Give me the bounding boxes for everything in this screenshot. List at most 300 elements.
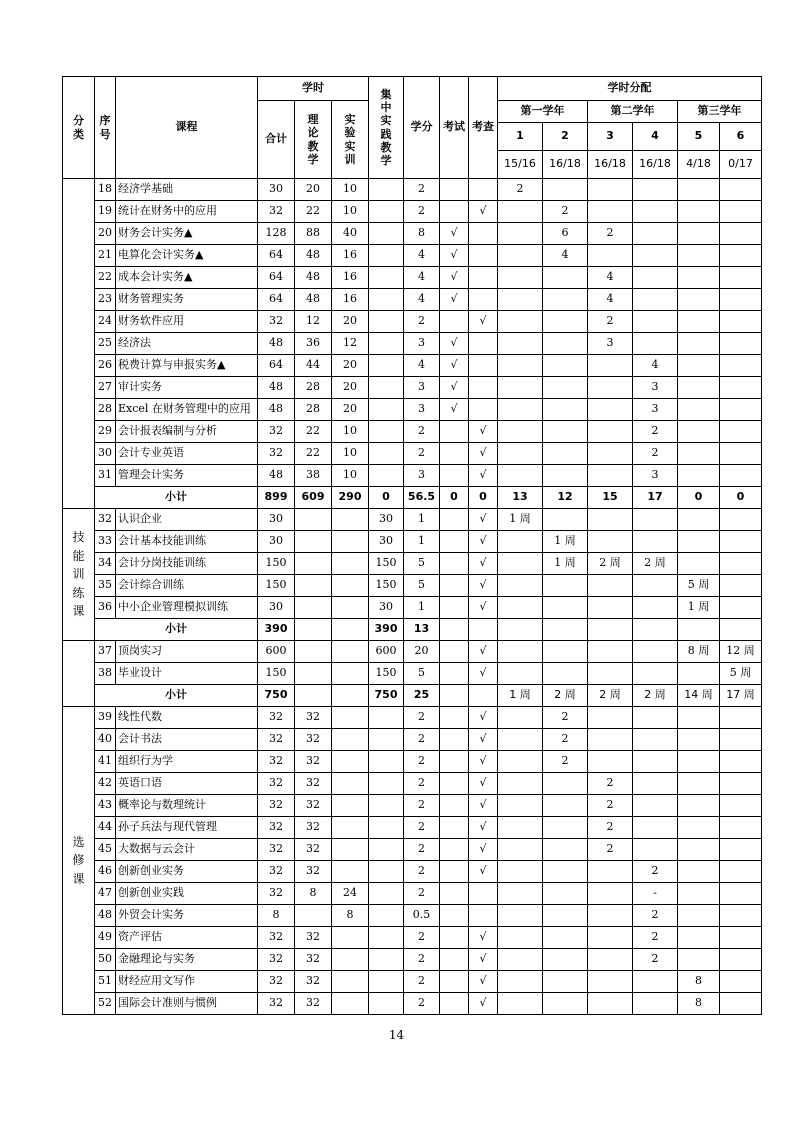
cell-term-5 xyxy=(678,311,720,333)
cell-credits: 4 xyxy=(404,289,440,311)
cell-term-3 xyxy=(588,465,633,487)
cell-lab xyxy=(332,861,369,883)
cell-lab: 16 xyxy=(332,267,369,289)
cell-term-6 xyxy=(720,707,762,729)
cell-exam xyxy=(440,509,469,531)
cell-term-3 xyxy=(588,861,633,883)
cell-term-4 xyxy=(633,509,678,531)
cell-term-5 xyxy=(678,883,720,905)
table-row xyxy=(63,707,762,729)
cell-lab xyxy=(332,839,369,861)
cell-term-4: 2 xyxy=(633,421,678,443)
course-name: 中小企业管理模拟训练 xyxy=(116,597,258,619)
cell-theory: 32 xyxy=(295,707,332,729)
header-hours: 学时 xyxy=(258,77,369,101)
cell-check xyxy=(469,355,498,377)
course-name: 财经应用文写作 xyxy=(116,971,258,993)
cell-total: 32 xyxy=(258,817,295,839)
course-name: 毕业设计 xyxy=(116,663,258,685)
cell-term-5 xyxy=(678,267,720,289)
row-number: 27 xyxy=(95,377,116,399)
cell-term-4 xyxy=(633,707,678,729)
course-name: 管理会计实务 xyxy=(116,465,258,487)
cell-theory: 32 xyxy=(295,773,332,795)
cell-total: 600 xyxy=(258,641,295,663)
row-number: 40 xyxy=(95,729,116,751)
cell-term-5: 5 周 xyxy=(678,575,720,597)
subtotal-term-6: 17 周 xyxy=(720,685,762,707)
cell-theory: 32 xyxy=(295,729,332,751)
cell-exam xyxy=(440,971,469,993)
course-name: 财务管理实务 xyxy=(116,289,258,311)
cell-term-1 xyxy=(498,993,543,1015)
cell-term-4 xyxy=(633,201,678,223)
cell-term-4: 2 xyxy=(633,905,678,927)
cell-theory: 88 xyxy=(295,223,332,245)
cell-total: 64 xyxy=(258,245,295,267)
row-number: 28 xyxy=(95,399,116,421)
category-cell: 技 能 训 练 课 xyxy=(63,509,95,641)
cell-term-6 xyxy=(720,817,762,839)
course-name: 概率论与数理统计 xyxy=(116,795,258,817)
cell-term-1 xyxy=(498,729,543,751)
table-row xyxy=(63,267,762,289)
cell-term-6 xyxy=(720,355,762,377)
subtotal-practice: 750 xyxy=(369,685,404,707)
cell-term-6: 5 周 xyxy=(720,663,762,685)
course-name: 经济学基础 xyxy=(116,179,258,201)
cell-theory xyxy=(295,509,332,531)
cell-total: 30 xyxy=(258,597,295,619)
cell-lab xyxy=(332,949,369,971)
cell-term-1 xyxy=(498,289,543,311)
cell-term-5 xyxy=(678,223,720,245)
cell-term-2: 2 xyxy=(543,751,588,773)
row-number: 33 xyxy=(95,531,116,553)
cell-lab xyxy=(332,993,369,1015)
cell-theory: 32 xyxy=(295,751,332,773)
cell-lab xyxy=(332,597,369,619)
table-row xyxy=(63,443,762,465)
cell-term-4: 3 xyxy=(633,465,678,487)
cell-term-6 xyxy=(720,597,762,619)
cell-term-2 xyxy=(543,773,588,795)
cell-term-5 xyxy=(678,531,720,553)
subtotal-term-2: 12 xyxy=(543,487,588,509)
cell-term-5 xyxy=(678,377,720,399)
cell-term-5 xyxy=(678,465,720,487)
cell-practice xyxy=(369,949,404,971)
cell-term-6 xyxy=(720,949,762,971)
cell-exam xyxy=(440,531,469,553)
cell-practice xyxy=(369,905,404,927)
cell-term-1 xyxy=(498,839,543,861)
cell-term-6 xyxy=(720,245,762,267)
cell-term-4 xyxy=(633,531,678,553)
cell-check xyxy=(469,399,498,421)
cell-credits: 0.5 xyxy=(404,905,440,927)
cell-term-4: 2 xyxy=(633,861,678,883)
subtotal-term-2: 2 周 xyxy=(543,685,588,707)
category-cell xyxy=(63,641,95,707)
cell-check: √ xyxy=(469,729,498,751)
cell-lab xyxy=(332,509,369,531)
table-header xyxy=(63,77,762,179)
cell-term-4: 3 xyxy=(633,399,678,421)
cell-term-1 xyxy=(498,971,543,993)
cell-term-1 xyxy=(498,883,543,905)
cell-exam: √ xyxy=(440,245,469,267)
row-number: 26 xyxy=(95,355,116,377)
cell-check: √ xyxy=(469,509,498,531)
cell-credits: 2 xyxy=(404,421,440,443)
course-name: 财务会计实务▲ xyxy=(116,223,258,245)
cell-total: 32 xyxy=(258,839,295,861)
cell-total: 30 xyxy=(258,531,295,553)
cell-practice xyxy=(369,201,404,223)
table-row xyxy=(63,465,762,487)
cell-credits: 2 xyxy=(404,729,440,751)
cell-term-6 xyxy=(720,509,762,531)
cell-check: √ xyxy=(469,839,498,861)
cell-total: 32 xyxy=(258,729,295,751)
cell-term-3: 4 xyxy=(588,289,633,311)
cell-term-6 xyxy=(720,311,762,333)
cell-total: 30 xyxy=(258,179,295,201)
cell-total: 48 xyxy=(258,377,295,399)
cell-term-3: 2 xyxy=(588,795,633,817)
cell-theory: 32 xyxy=(295,795,332,817)
cell-exam xyxy=(440,641,469,663)
header-weeks: 0/17 xyxy=(720,151,762,179)
row-number: 23 xyxy=(95,289,116,311)
cell-term-1 xyxy=(498,465,543,487)
table-row xyxy=(63,773,762,795)
course-name: 创新创业实务 xyxy=(116,861,258,883)
course-name: 电算化会计实务▲ xyxy=(116,245,258,267)
cell-term-4 xyxy=(633,597,678,619)
cell-practice: 150 xyxy=(369,553,404,575)
subtotal-label: 小计 xyxy=(95,685,258,707)
cell-exam xyxy=(440,465,469,487)
cell-practice: 30 xyxy=(369,597,404,619)
cell-term-3 xyxy=(588,971,633,993)
table-row xyxy=(63,861,762,883)
cell-total: 150 xyxy=(258,575,295,597)
header-year-3: 第三学年 xyxy=(678,101,762,123)
cell-term-5 xyxy=(678,817,720,839)
cell-term-1 xyxy=(498,531,543,553)
row-number: 39 xyxy=(95,707,116,729)
subtotal-total: 899 xyxy=(258,487,295,509)
cell-lab: 10 xyxy=(332,465,369,487)
cell-exam xyxy=(440,861,469,883)
header-check: 考查 xyxy=(469,77,498,179)
cell-total: 48 xyxy=(258,465,295,487)
cell-term-3 xyxy=(588,729,633,751)
cell-term-2 xyxy=(543,949,588,971)
cell-term-1 xyxy=(498,597,543,619)
table-row xyxy=(63,201,762,223)
cell-term-4 xyxy=(633,223,678,245)
cell-practice xyxy=(369,707,404,729)
cell-lab: 40 xyxy=(332,223,369,245)
cell-exam xyxy=(440,927,469,949)
cell-term-4 xyxy=(633,289,678,311)
cell-theory: 44 xyxy=(295,355,332,377)
cell-lab: 10 xyxy=(332,421,369,443)
cell-practice xyxy=(369,377,404,399)
cell-term-1 xyxy=(498,311,543,333)
cell-term-2: 6 xyxy=(543,223,588,245)
cell-theory: 32 xyxy=(295,993,332,1015)
subtotal-term-4: 2 周 xyxy=(633,685,678,707)
cell-term-2: 2 xyxy=(543,729,588,751)
cell-term-5 xyxy=(678,421,720,443)
cell-credits: 4 xyxy=(404,267,440,289)
cell-term-1 xyxy=(498,795,543,817)
cell-exam xyxy=(440,773,469,795)
cell-term-4 xyxy=(633,245,678,267)
table-row xyxy=(63,333,762,355)
subtotal-term-3: 15 xyxy=(588,487,633,509)
cell-total: 32 xyxy=(258,949,295,971)
cell-term-6 xyxy=(720,201,762,223)
subtotal-practice: 0 xyxy=(369,487,404,509)
row-number: 36 xyxy=(95,597,116,619)
subtotal-exam xyxy=(440,619,469,641)
header-term: 2 xyxy=(543,123,588,151)
row-number: 38 xyxy=(95,663,116,685)
table-row xyxy=(63,905,762,927)
cell-term-1 xyxy=(498,267,543,289)
cell-exam: √ xyxy=(440,377,469,399)
cell-term-5 xyxy=(678,289,720,311)
cell-term-3 xyxy=(588,399,633,421)
header-seq: 序 号 xyxy=(95,77,116,179)
cell-check: √ xyxy=(469,553,498,575)
course-name: 经济法 xyxy=(116,333,258,355)
cell-theory: 28 xyxy=(295,399,332,421)
header-term: 4 xyxy=(633,123,678,151)
cell-term-6: 12 周 xyxy=(720,641,762,663)
table-row xyxy=(63,421,762,443)
course-name: 税费计算与申报实务▲ xyxy=(116,355,258,377)
course-name: 外贸会计实务 xyxy=(116,905,258,927)
cell-check: √ xyxy=(469,817,498,839)
cell-check xyxy=(469,883,498,905)
row-number: 50 xyxy=(95,949,116,971)
cell-credits: 2 xyxy=(404,839,440,861)
row-number: 41 xyxy=(95,751,116,773)
cell-term-2 xyxy=(543,597,588,619)
cell-practice xyxy=(369,223,404,245)
cell-term-4 xyxy=(633,773,678,795)
cell-term-5 xyxy=(678,333,720,355)
cell-term-4 xyxy=(633,311,678,333)
table-row xyxy=(63,795,762,817)
cell-total: 8 xyxy=(258,905,295,927)
header-total: 合计 xyxy=(258,101,295,179)
cell-term-4 xyxy=(633,663,678,685)
cell-theory xyxy=(295,597,332,619)
table-row xyxy=(63,817,762,839)
cell-total: 64 xyxy=(258,289,295,311)
cell-total: 32 xyxy=(258,861,295,883)
cell-lab: 16 xyxy=(332,245,369,267)
cell-theory: 32 xyxy=(295,839,332,861)
cell-theory: 22 xyxy=(295,201,332,223)
subtotal-term-2 xyxy=(543,619,588,641)
cell-lab xyxy=(332,927,369,949)
cell-term-2 xyxy=(543,993,588,1015)
subtotal-row xyxy=(63,619,762,641)
cell-term-2 xyxy=(543,311,588,333)
cell-credits: 2 xyxy=(404,443,440,465)
cell-term-1 xyxy=(498,443,543,465)
cell-term-5 xyxy=(678,839,720,861)
cell-term-3 xyxy=(588,927,633,949)
cell-term-2: 1 周 xyxy=(543,531,588,553)
cell-credits: 2 xyxy=(404,949,440,971)
subtotal-term-3: 2 周 xyxy=(588,685,633,707)
cell-credits: 2 xyxy=(404,817,440,839)
header-year-1: 第一学年 xyxy=(498,101,588,123)
table-row xyxy=(63,289,762,311)
subtotal-lab: 290 xyxy=(332,487,369,509)
course-name: 大数据与云会计 xyxy=(116,839,258,861)
cell-term-5 xyxy=(678,707,720,729)
cell-total: 150 xyxy=(258,663,295,685)
table-row xyxy=(63,245,762,267)
cell-term-5 xyxy=(678,795,720,817)
cell-total: 64 xyxy=(258,267,295,289)
table-row xyxy=(63,399,762,421)
row-number: 46 xyxy=(95,861,116,883)
cell-total: 32 xyxy=(258,993,295,1015)
cell-term-3 xyxy=(588,575,633,597)
cell-practice xyxy=(369,267,404,289)
cell-practice xyxy=(369,311,404,333)
cell-term-5 xyxy=(678,179,720,201)
course-name: 组织行为学 xyxy=(116,751,258,773)
cell-exam xyxy=(440,729,469,751)
course-name: 会计基本技能训练 xyxy=(116,531,258,553)
cell-term-3 xyxy=(588,531,633,553)
cell-practice: 30 xyxy=(369,509,404,531)
cell-check: √ xyxy=(469,993,498,1015)
cell-term-2 xyxy=(543,861,588,883)
cell-check xyxy=(469,245,498,267)
table-row xyxy=(63,575,762,597)
cell-total: 32 xyxy=(258,311,295,333)
cell-term-4: 3 xyxy=(633,377,678,399)
row-number: 24 xyxy=(95,311,116,333)
cell-term-6 xyxy=(720,465,762,487)
cell-term-1 xyxy=(498,707,543,729)
cell-term-4 xyxy=(633,751,678,773)
cell-check: √ xyxy=(469,575,498,597)
cell-exam xyxy=(440,179,469,201)
cell-theory xyxy=(295,641,332,663)
cell-term-1 xyxy=(498,641,543,663)
cell-lab: 24 xyxy=(332,883,369,905)
header-practice: 集 中 实 践 教 学 xyxy=(369,77,404,179)
cell-term-3 xyxy=(588,663,633,685)
cell-lab: 20 xyxy=(332,399,369,421)
cell-term-5 xyxy=(678,245,720,267)
table-row xyxy=(63,839,762,861)
header-weeks: 16/18 xyxy=(543,151,588,179)
header-term: 1 xyxy=(498,123,543,151)
subtotal-label: 小计 xyxy=(95,619,258,641)
cell-total: 32 xyxy=(258,707,295,729)
cell-term-2 xyxy=(543,443,588,465)
cell-check: √ xyxy=(469,641,498,663)
cell-term-4 xyxy=(633,179,678,201)
row-number: 51 xyxy=(95,971,116,993)
cell-term-4 xyxy=(633,993,678,1015)
cell-practice xyxy=(369,839,404,861)
cell-theory: 20 xyxy=(295,179,332,201)
cell-term-1 xyxy=(498,905,543,927)
cell-term-2 xyxy=(543,377,588,399)
cell-credits: 2 xyxy=(404,311,440,333)
cell-term-3: 2 xyxy=(588,839,633,861)
cell-term-2 xyxy=(543,817,588,839)
cell-term-1: 2 xyxy=(498,179,543,201)
cell-term-4 xyxy=(633,333,678,355)
cell-term-3 xyxy=(588,509,633,531)
course-name: 会计书法 xyxy=(116,729,258,751)
cell-lab: 10 xyxy=(332,201,369,223)
cell-theory: 22 xyxy=(295,443,332,465)
cell-term-3: 2 周 xyxy=(588,553,633,575)
table-row xyxy=(63,927,762,949)
cell-check: √ xyxy=(469,927,498,949)
course-name: 创新创业实践 xyxy=(116,883,258,905)
cell-practice xyxy=(369,443,404,465)
cell-term-2 xyxy=(543,399,588,421)
table-row xyxy=(63,729,762,751)
header-exam: 考试 xyxy=(440,77,469,179)
cell-term-2 xyxy=(543,575,588,597)
cell-check xyxy=(469,905,498,927)
cell-term-1 xyxy=(498,421,543,443)
cell-term-1 xyxy=(498,377,543,399)
cell-total: 32 xyxy=(258,201,295,223)
cell-term-2 xyxy=(543,333,588,355)
cell-theory xyxy=(295,663,332,685)
cell-total: 32 xyxy=(258,795,295,817)
cell-term-2: 4 xyxy=(543,245,588,267)
cell-term-2 xyxy=(543,663,588,685)
cell-practice xyxy=(369,861,404,883)
course-name: Excel 在财务管理中的应用 xyxy=(116,399,258,421)
cell-theory: 48 xyxy=(295,289,332,311)
subtotal-check: 0 xyxy=(469,487,498,509)
cell-check: √ xyxy=(469,531,498,553)
course-name: 会计专业英语 xyxy=(116,443,258,465)
cell-term-6 xyxy=(720,289,762,311)
cell-term-6 xyxy=(720,267,762,289)
row-number: 35 xyxy=(95,575,116,597)
row-number: 21 xyxy=(95,245,116,267)
cell-term-5 xyxy=(678,663,720,685)
table-row xyxy=(63,377,762,399)
cell-term-1 xyxy=(498,773,543,795)
cell-term-2: 2 xyxy=(543,201,588,223)
